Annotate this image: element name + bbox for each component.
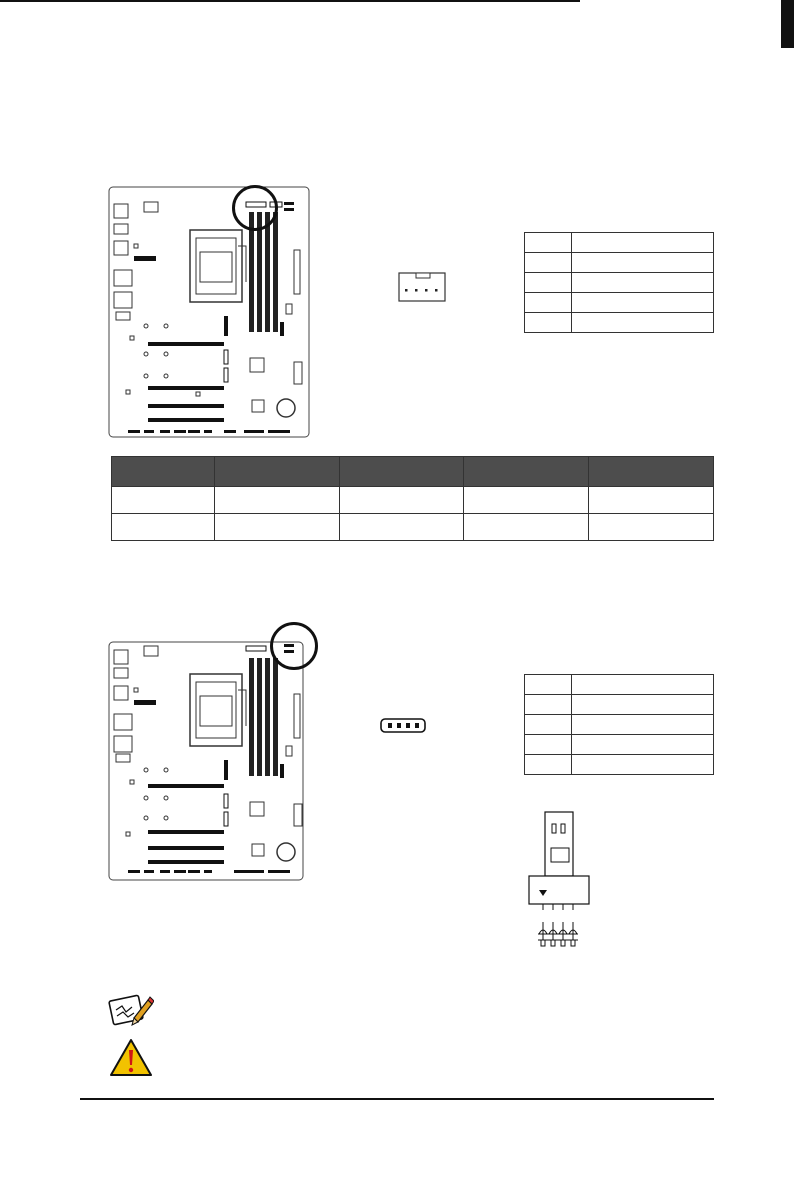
highlight-circle-led-header	[270, 622, 318, 670]
footer-rule	[80, 1098, 714, 1100]
note-pencil-icon	[108, 992, 154, 1028]
led-pin-table	[524, 674, 714, 775]
table-row	[525, 715, 714, 735]
table-row	[112, 487, 714, 514]
fan-connector-icon	[398, 272, 448, 304]
table-row	[525, 273, 714, 293]
table-row	[525, 233, 714, 253]
table-header-row	[112, 457, 714, 487]
table-row	[112, 514, 714, 541]
fan-pin-table	[524, 232, 714, 333]
table-row	[525, 735, 714, 755]
table-row	[525, 293, 714, 313]
motherboard-diagram-1	[108, 186, 320, 442]
table-row	[525, 313, 714, 333]
top-rule	[0, 0, 580, 2]
table-row	[525, 755, 714, 775]
led-strip-connector-image	[525, 810, 595, 952]
table-row	[525, 695, 714, 715]
table-row	[525, 675, 714, 695]
fan-speed-table	[111, 456, 714, 541]
warning-triangle-icon	[109, 1038, 153, 1078]
chapter-tab-mark	[781, 0, 794, 48]
table-row	[525, 253, 714, 273]
highlight-circle-fan-header	[232, 185, 278, 231]
led-header-icon	[380, 718, 428, 734]
